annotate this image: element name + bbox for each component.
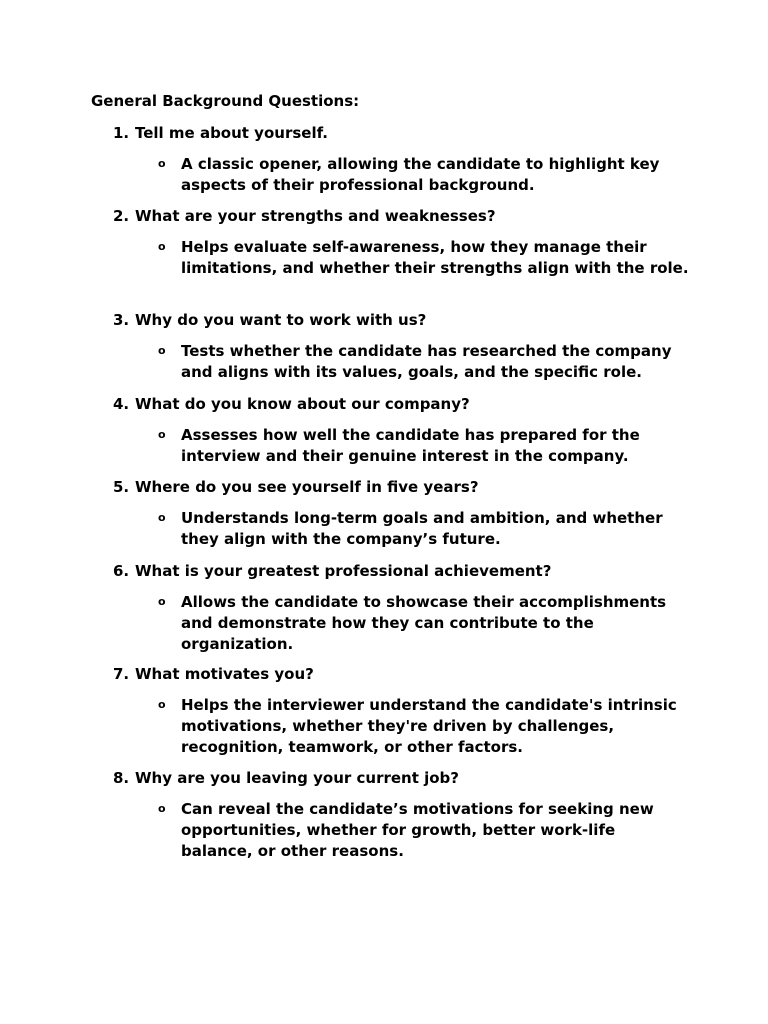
question-text: What do you know about our company? <box>135 395 470 413</box>
bullet-icon: o <box>158 428 166 441</box>
question-text: Tell me about yourself. <box>135 124 328 142</box>
question-number: 5. <box>113 478 130 496</box>
question-text: Why do you want to work with us? <box>135 311 427 329</box>
note-text: Assesses how well the candidate has prepared for the interview and their genuine interest in the company. <box>181 426 640 465</box>
note-text: Tests whether the candidate has researched the company and aligns with its values, goals, and the specific role. <box>181 342 672 381</box>
question-number: 6. <box>113 562 130 580</box>
bullet-icon: o <box>158 511 166 524</box>
note-text: Allows the candidate to showcase their accomplishments and demonstrate how they can contribute to the organization. <box>181 593 667 653</box>
question-text: Where do you see yourself in five years? <box>135 478 479 496</box>
question-number: 8. <box>113 769 130 787</box>
note-text: A classic opener, allowing the candidate to highlight key aspects of their professional background. <box>181 155 660 194</box>
question-text: Why are you leaving your current job? <box>135 769 459 787</box>
question-text: What is your greatest professional achievement? <box>135 562 552 580</box>
note-text: Helps evaluate self-awareness, how they manage their limitations, and whether their strengths align with the role. <box>181 238 689 277</box>
note-text: Can reveal the candidate’s motivations for seeking new opportunities, whether for growth, better work-life balance, or other reasons. <box>181 800 654 860</box>
bullet-icon: o <box>158 240 166 253</box>
question-number: 7. <box>113 665 130 683</box>
question-text: What are your strengths and weaknesses? <box>135 207 496 225</box>
bullet-icon: o <box>158 344 166 357</box>
question-number: 3. <box>113 311 130 329</box>
question-number: 4. <box>113 395 130 413</box>
bullet-icon: o <box>158 595 166 608</box>
question-number: 1. <box>113 124 130 142</box>
section-heading: General Background Questions: <box>91 92 360 110</box>
bullet-icon: o <box>158 157 166 170</box>
question-number: 2. <box>113 207 130 225</box>
note-text: Helps the interviewer understand the candidate's intrinsic motivations, whether they're driven by challenges, recognition, teamwork, or other factors. <box>181 696 677 756</box>
note-text: Understands long-term goals and ambition, and whether they align with the company’s future. <box>181 509 663 548</box>
question-text: What motivates you? <box>135 665 314 683</box>
bullet-icon: o <box>158 802 166 815</box>
bullet-icon: o <box>158 698 166 711</box>
